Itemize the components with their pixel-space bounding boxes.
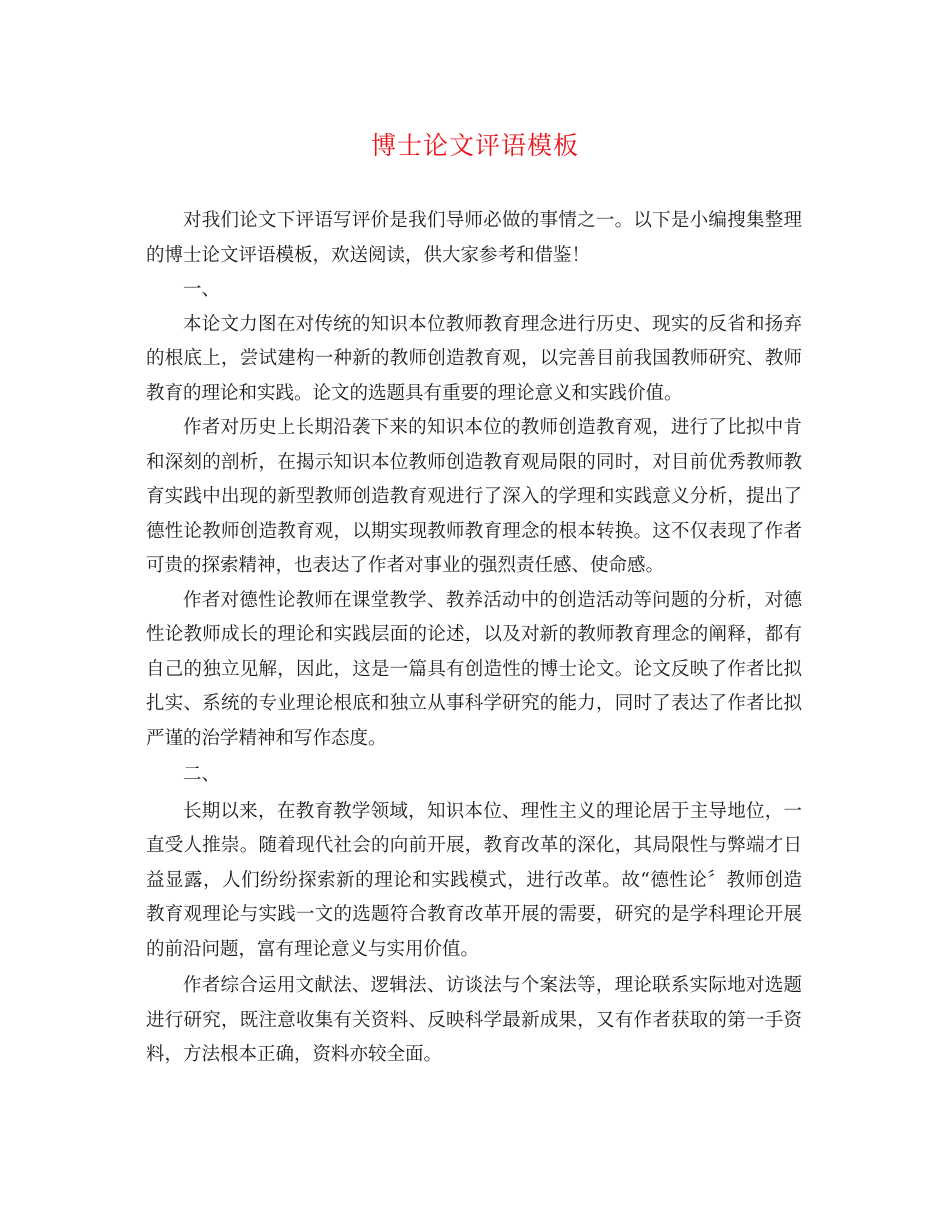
body-paragraph: 长期以来，在教育教学领域，知识本位、理性主义的理论居于主导地位，一直受人推崇。随着现代社会的向前开展，教育改革的深化，其局限性与弊端才日益显露，人们纷纷探索新的理论和实践模式，进行改革。故“德性论〞教师创造教育观理论与实践一文的选题符合教育改革开展的需要，研究的是学科理论开展的前沿问题，富有理论意义与实用价值。 xyxy=(146,800,802,960)
body-paragraph: 作者综合运用文献法、逻辑法、访谈法与个案法等，理论联系实际地对选题进行研究，既注意收集有关资料、反映科学最新成果，又有作者获取的第一手资料，方法根本正确，资料亦较全面。 xyxy=(146,975,802,1065)
document-body xyxy=(146,204,802,1073)
document-title: 博士论文评语模板 xyxy=(370,131,579,160)
body-paragraph: 作者对德性论教师在课堂教学、教养活动中的创造活动等问题的分析，对德性论教师成长的理论和实践层面的论述，以及对新的教师教育理念的阐释，都有自己的独立见解，因此，这是一篇具有创造性的博士论文。论文反映了作者比拟扎实、系统的专业理论根底和独立从事科学研究的能力，同时了表达了作者比拟严谨的治学精神和写作态度。 xyxy=(146,589,802,749)
intro-paragraph: 对我们论文下评语写评价是我们导师必做的事情之一。以下是小编搜集整理的博士论文评语模板，欢送阅读，供大家参考和借鉴！ xyxy=(146,210,802,266)
body-paragraph: 本论文力图在对传统的知识本位教师教育理念进行历史、现实的反省和扬弃的根底上，尝试建构一种新的教师创造教育观，以完善目前我国教师研究、教师教育的理论和实践。论文的选题具有重要的理论意义和实践价值。 xyxy=(146,313,802,404)
section-heading-one: 一、 xyxy=(183,279,221,300)
body-paragraph: 作者对历史上长期沿袭下来的知识本位的教师创造教育观，进行了比拟中肯和深刻的剖析，在揭示知识本位教师创造教育观局限的同时，对目前优秀教师教育实践中出现的新型教师创造教育观进行了深入的学理和实践意义分析，提出了德性论教师创造教育观，以期实现教师教育理念的根本转换。这不仅表现了作者可贵的探索精神，也表达了作者对事业的强烈责任感、使命感。 xyxy=(146,417,802,576)
section-heading-two: 二、 xyxy=(183,764,221,785)
